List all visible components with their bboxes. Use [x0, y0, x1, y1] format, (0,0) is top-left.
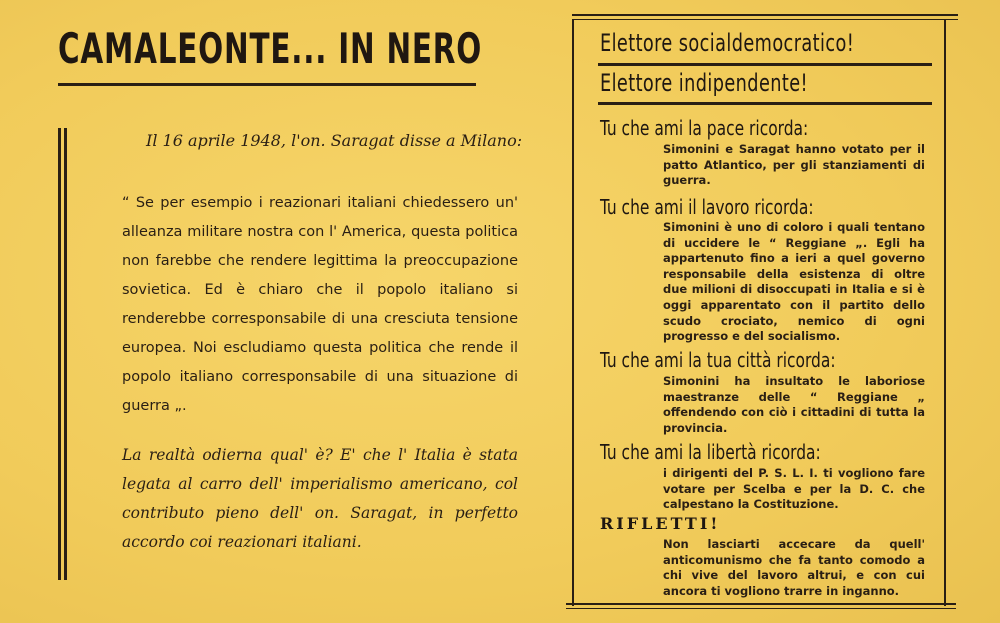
section-title-lavoro: Tu che ami il lavoro ricorda:: [600, 195, 814, 219]
left-margin-rule-inner: [64, 128, 67, 580]
section-body-liberta: i dirigenti del P. S. L. I. ti vogliono fare votare per Scelba e per la D. C. che calpestano la Costituzione.: [663, 466, 925, 512]
section-body-pace: Simonini e Saragat hanno votato per il patto Atlantico, per gli stanziamenti di guerra.: [663, 142, 925, 188]
section-body-lavoro: Simonini è uno di coloro i quali tentano di uccidere le “ Reggiane „. Egli ha appartenuto fino a ieri a quel governo responsabile della esistenza di oltre due milioni di disoccupati in Italia e si è oggi apparentato con il partito dello scudo crociato, nemico di ogni progresso e del socialismo.: [663, 220, 925, 344]
title-underline: [58, 83, 476, 86]
closing-paragraph: La realtà odierna qual' è? E' che l' Italia è stata legata al carro dell' imperialismo americano, col contributo pieno dell' on. Saragat, in perfetto accordo coi reazionari italiani.: [122, 446, 518, 551]
section-body-citta: Simonini ha insultato le laboriose maestranze delle “ Reggiane „ offendendo con ciò i cittadini di tutta la provincia.: [663, 374, 925, 435]
right-frame-top: [572, 14, 958, 16]
left-margin-rule: [58, 128, 61, 580]
headline-independent: Elettore indipendente!: [600, 69, 809, 97]
section-title-pace: Tu che ami la pace ricorda:: [600, 116, 809, 140]
saragat-quote: “ Se per esempio i reazionari italiani chiedessero un' alleanza militare nostra con l' America, questa politica non farebbe che rendere legittima la preoccupazione sovietica. Ed è chiaro che il popolo italiano si renderebbe corresponsabile di una cresciuta tensione europea. Noi escludiamo questa politica che rende il popolo italiano corresponsabile di una situazione di guerra „.: [122, 195, 518, 414]
headline-rule: [598, 102, 932, 105]
rifletti-heading: RIFLETTI!: [600, 514, 721, 533]
rifletti-body: Non lasciarti accecare da quell' anticomunismo che fa tanto comodo a chi vive del lavoro altrui, e con cui ancora ti vogliono trarre in inganno.: [663, 537, 925, 598]
right-frame-top-inner: [572, 19, 958, 20]
headline-rule: [598, 63, 932, 66]
intro-line: Il 16 aprile 1948, l'on. Saragat disse a Milano:: [146, 131, 523, 150]
section-title-liberta: Tu che ami la libertà ricorda:: [600, 440, 821, 464]
section-title-citta: Tu che ami la tua città ricorda:: [600, 348, 836, 372]
right-frame-bottom: [566, 603, 956, 605]
right-frame-right: [944, 20, 946, 606]
right-frame-bottom-inner: [566, 608, 956, 609]
poster-title: CAMALEONTE... IN NERO: [58, 24, 483, 73]
headline-socialdemocratic: Elettore socialdemocratico!: [600, 29, 855, 57]
right-frame-left: [572, 20, 574, 606]
